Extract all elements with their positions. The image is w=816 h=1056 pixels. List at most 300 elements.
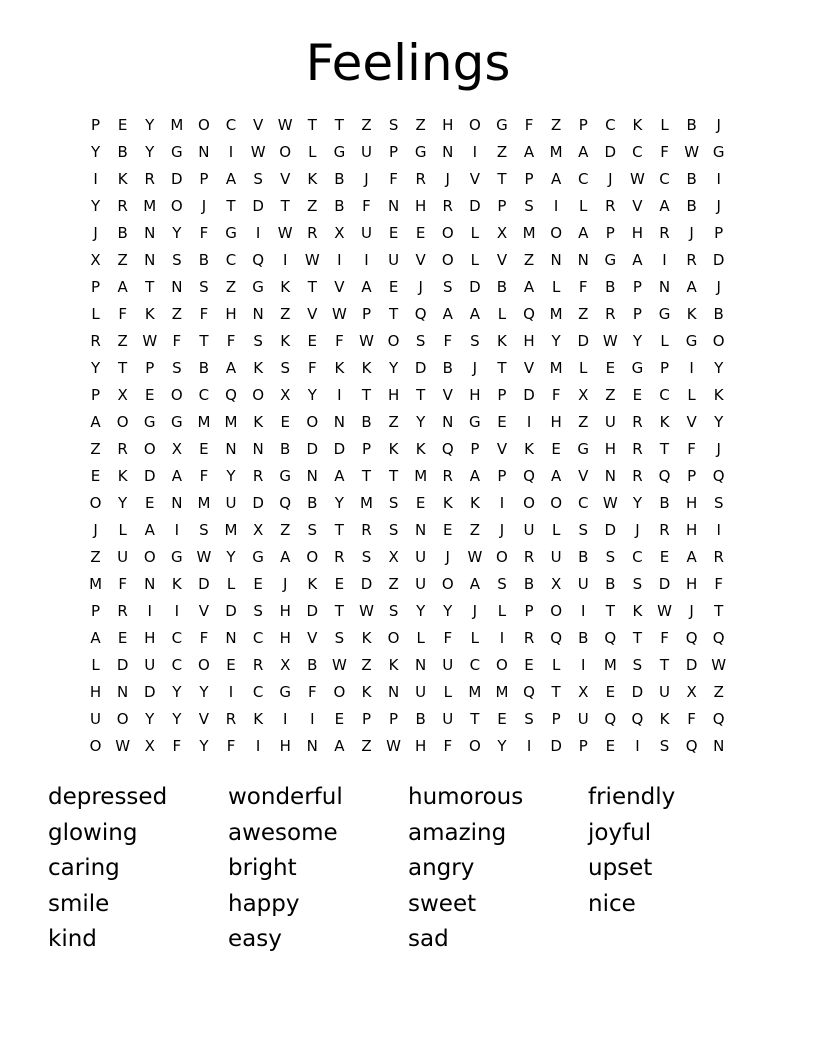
- grid-letter: A: [578, 143, 589, 161]
- grid-letter: K: [171, 575, 182, 593]
- grid-letter: R: [117, 197, 128, 215]
- grid-letter: O: [712, 332, 725, 350]
- grid-letter: R: [361, 521, 372, 539]
- grid-letter: D: [252, 494, 264, 512]
- grid-row: [82, 679, 734, 706]
- grid-letter: S: [361, 548, 372, 566]
- grid-letter: M: [224, 413, 238, 431]
- grid-row: [82, 652, 734, 679]
- grid-letter: D: [306, 440, 319, 458]
- grid-letter: I: [635, 737, 640, 755]
- grid-letter: D: [252, 197, 264, 215]
- grid-letter: O: [116, 710, 129, 728]
- grid-letter: E: [415, 224, 426, 242]
- grid-letter: X: [551, 575, 562, 593]
- grid-letter: N: [415, 521, 427, 539]
- grid-letter: G: [577, 440, 590, 458]
- grid-letter: W: [467, 548, 483, 566]
- grid-letter: Y: [443, 602, 453, 620]
- grid-letter: N: [442, 143, 454, 161]
- grid-letter: E: [443, 521, 453, 539]
- grid-letter: K: [253, 413, 264, 431]
- grid-letter: N: [387, 197, 400, 215]
- grid-letter: S: [632, 656, 643, 674]
- word-item: amazing: [408, 819, 507, 846]
- grid-letter: K: [117, 467, 128, 485]
- grid-row: [82, 112, 734, 139]
- grid-letter: I: [662, 251, 667, 269]
- grid-letter: K: [524, 440, 534, 458]
- grid-letter: C: [225, 116, 237, 134]
- grid-letter: W: [115, 737, 131, 755]
- grid-letter: P: [497, 197, 507, 215]
- grid-letter: K: [117, 170, 128, 188]
- grid-letter: C: [198, 386, 210, 404]
- grid-letter: M: [360, 494, 373, 512]
- grid-letter: J: [689, 602, 694, 620]
- grid-letter: Q: [279, 494, 292, 512]
- grid-letter: A: [469, 467, 480, 485]
- grid-letter: U: [90, 710, 102, 728]
- grid-letter: V: [280, 170, 291, 188]
- grid-letter: D: [306, 602, 319, 620]
- grid-row: [82, 733, 734, 760]
- grid-letter: M: [89, 575, 103, 593]
- grid-letter: H: [550, 413, 562, 431]
- grid-letter: R: [334, 548, 345, 566]
- grid-letter: O: [441, 224, 454, 242]
- grid-letter: N: [442, 413, 454, 431]
- grid-letter: H: [415, 737, 427, 755]
- grid-letter: B: [496, 278, 508, 296]
- grid-letter: R: [117, 440, 128, 458]
- grid-letter: J: [689, 224, 694, 242]
- grid-letter: T: [632, 629, 642, 647]
- grid-letter: T: [659, 656, 670, 674]
- grid-letter: F: [660, 143, 669, 161]
- grid-letter: O: [441, 251, 454, 269]
- grid-letter: B: [523, 575, 535, 593]
- grid-letter: F: [118, 305, 127, 323]
- grid-letter: L: [497, 602, 507, 620]
- grid-letter: Q: [712, 467, 725, 485]
- grid-letter: Z: [280, 305, 291, 323]
- grid-letter: S: [388, 602, 399, 620]
- grid-row: [82, 706, 734, 733]
- grid-letter: D: [550, 737, 562, 755]
- grid-letter: E: [551, 440, 561, 458]
- grid-letter: R: [225, 710, 237, 728]
- grid-letter: P: [687, 467, 697, 485]
- grid-letter: C: [225, 251, 237, 269]
- grid-letter: E: [388, 224, 399, 242]
- grid-letter: S: [172, 359, 182, 377]
- grid-letter: M: [468, 683, 482, 701]
- grid-letter: S: [280, 359, 290, 377]
- grid-letter: E: [334, 710, 345, 728]
- grid-letter: D: [631, 683, 644, 701]
- grid-letter: K: [253, 710, 264, 728]
- grid-letter: Y: [307, 386, 317, 404]
- grid-letter: K: [469, 494, 480, 512]
- grid-row: [82, 571, 734, 598]
- grid-row: [82, 625, 734, 652]
- grid-letter: J: [93, 521, 98, 539]
- grid-letter: S: [388, 494, 399, 512]
- grid-letter: G: [604, 251, 617, 269]
- grid-letter: P: [714, 224, 724, 242]
- grid-letter: I: [282, 710, 288, 728]
- grid-letter: T: [361, 386, 372, 404]
- grid-letter: Q: [685, 737, 698, 755]
- grid-letter: W: [250, 143, 266, 161]
- grid-letter: J: [716, 278, 721, 296]
- grid-letter: N: [658, 278, 671, 296]
- grid-letter: A: [171, 467, 182, 485]
- grid-letter: C: [252, 683, 264, 701]
- grid-letter: F: [687, 440, 696, 458]
- grid-letter: Y: [632, 494, 642, 512]
- grid-letter: N: [225, 440, 237, 458]
- grid-letter: D: [469, 197, 481, 215]
- grid-letter: W: [331, 656, 347, 674]
- grid-letter: L: [497, 305, 507, 323]
- grid-row: [82, 139, 734, 166]
- word-item: bright: [228, 855, 297, 881]
- grid-letter: B: [307, 494, 318, 512]
- grid-letter: V: [198, 602, 210, 620]
- grid-letter: M: [414, 467, 428, 485]
- grid-letter: A: [280, 548, 291, 566]
- grid-letter: J: [608, 170, 613, 188]
- grid-letter: C: [659, 170, 670, 188]
- grid-letter: R: [659, 521, 670, 539]
- grid-letter: N: [306, 737, 318, 755]
- grid-letter: U: [550, 548, 562, 566]
- grid-letter: T: [145, 278, 155, 296]
- grid-letter: N: [604, 467, 616, 485]
- word-item: easy: [228, 926, 282, 952]
- grid-letter: S: [605, 548, 616, 566]
- grid-letter: O: [496, 656, 508, 674]
- grid-letter: Z: [578, 413, 589, 431]
- grid-letter: D: [414, 359, 427, 377]
- grid-letter: E: [144, 386, 155, 404]
- grid-letter: N: [144, 251, 156, 269]
- grid-letter: F: [199, 467, 209, 485]
- grid-letter: N: [171, 278, 183, 296]
- grid-letter: W: [277, 224, 293, 242]
- grid-letter: F: [443, 737, 453, 755]
- grid-letter: P: [551, 710, 561, 728]
- grid-letter: A: [632, 251, 643, 269]
- grid-letter: K: [388, 440, 399, 458]
- grid-letter: E: [605, 359, 616, 377]
- grid-letter: U: [225, 494, 237, 512]
- grid-letter: R: [442, 467, 453, 485]
- grid-letter: T: [199, 332, 209, 350]
- grid-letter: H: [469, 386, 481, 404]
- grid-letter: H: [387, 386, 400, 404]
- grid-letter: R: [117, 602, 128, 620]
- grid-letter: A: [90, 629, 101, 647]
- grid-letter: R: [686, 251, 697, 269]
- grid-letter: B: [659, 494, 670, 512]
- grid-letter: O: [198, 656, 210, 674]
- grid-letter: Z: [90, 440, 101, 458]
- page-title: Feelings: [305, 34, 511, 92]
- grid-letter: F: [172, 332, 182, 350]
- grid-letter: P: [389, 143, 399, 161]
- grid-letter: C: [171, 629, 183, 647]
- grid-letter: K: [361, 683, 372, 701]
- grid-letter: B: [198, 359, 210, 377]
- grid-letter: G: [712, 143, 725, 161]
- grid-letter: Z: [361, 116, 372, 134]
- grid-letter: R: [632, 440, 643, 458]
- grid-letter: E: [388, 278, 399, 296]
- grid-letter: O: [387, 332, 400, 350]
- grid-letter: R: [442, 197, 453, 215]
- grid-letter: O: [279, 143, 292, 161]
- grid-letter: D: [143, 683, 156, 701]
- word-item: smile: [48, 890, 110, 917]
- grid-letter: U: [360, 143, 372, 161]
- grid-letter: U: [523, 521, 535, 539]
- grid-letter: U: [388, 251, 400, 269]
- grid-letter: D: [333, 440, 346, 458]
- grid-letter: J: [201, 197, 207, 215]
- grid-letter: F: [118, 575, 127, 593]
- grid-letter: B: [686, 197, 697, 215]
- grid-letter: V: [307, 305, 318, 323]
- grid-letter: G: [496, 116, 508, 134]
- grid-letter: K: [659, 413, 670, 431]
- grid-letter: F: [524, 116, 534, 134]
- grid-letter: P: [145, 359, 155, 377]
- grid-letter: M: [522, 224, 536, 242]
- grid-letter: M: [603, 656, 617, 674]
- grid-letter: X: [578, 683, 589, 701]
- word-list: [48, 780, 768, 958]
- grid-letter: D: [469, 278, 481, 296]
- grid-letter: U: [442, 656, 454, 674]
- grid-letter: U: [442, 710, 454, 728]
- grid-letter: L: [118, 521, 127, 539]
- grid-letter: G: [333, 143, 346, 161]
- grid-letter: M: [143, 197, 157, 215]
- grid-letter: D: [658, 575, 671, 593]
- word-item: glowing: [48, 819, 138, 846]
- grid-letter: I: [499, 494, 505, 512]
- grid-letter: W: [142, 332, 158, 350]
- grid-letter: R: [632, 413, 643, 431]
- grid-letter: B: [442, 359, 453, 377]
- grid-letter: F: [714, 575, 724, 593]
- grid-letter: L: [660, 332, 669, 350]
- grid-letter: L: [91, 305, 100, 323]
- grid-letter: D: [604, 143, 617, 161]
- grid-letter: I: [228, 143, 234, 161]
- grid-letter: S: [253, 332, 263, 350]
- grid-letter: Y: [497, 737, 507, 755]
- grid-letter: J: [635, 521, 640, 539]
- word-item: depressed: [48, 784, 168, 810]
- grid-letter: O: [170, 197, 183, 215]
- grid-letter: E: [280, 413, 290, 431]
- grid-letter: T: [334, 521, 344, 539]
- grid-row: [82, 544, 734, 571]
- grid-row: [82, 355, 734, 382]
- grid-letter: Q: [712, 710, 725, 728]
- grid-letter: H: [415, 197, 427, 215]
- grid-letter: E: [659, 548, 670, 566]
- grid-letter: N: [144, 575, 156, 593]
- grid-letter: L: [470, 251, 480, 269]
- grid-letter: F: [307, 683, 317, 701]
- grid-letter: E: [90, 467, 101, 485]
- grid-letter: Y: [714, 413, 724, 431]
- grid-letter: K: [361, 629, 372, 647]
- grid-letter: A: [523, 143, 535, 161]
- grid-letter: E: [226, 656, 236, 674]
- grid-letter: R: [252, 656, 264, 674]
- grid-letter: O: [441, 575, 454, 593]
- grid-letter: R: [605, 197, 616, 215]
- grid-letter: I: [174, 602, 180, 620]
- grid-letter: E: [605, 737, 616, 755]
- grid-letter: K: [280, 332, 291, 350]
- grid-letter: Z: [388, 413, 399, 431]
- grid-letter: J: [716, 197, 721, 215]
- grid-letter: F: [443, 629, 453, 647]
- grid-letter: F: [551, 386, 561, 404]
- grid-letter: A: [686, 278, 697, 296]
- grid-row: [82, 382, 734, 409]
- grid-letter: K: [280, 278, 291, 296]
- grid-letter: O: [89, 737, 102, 755]
- grid-letter: W: [684, 143, 700, 161]
- grid-letter: G: [252, 278, 264, 296]
- grid-letter: J: [472, 602, 478, 620]
- grid-letter: M: [224, 521, 238, 539]
- grid-letter: S: [199, 521, 209, 539]
- grid-letter: Z: [171, 305, 182, 323]
- grid-letter: L: [579, 359, 588, 377]
- grid-letter: Y: [632, 332, 642, 350]
- grid-row: [82, 409, 734, 436]
- grid-letter: Z: [523, 251, 535, 269]
- grid-letter: T: [605, 602, 615, 620]
- grid-letter: O: [143, 440, 156, 458]
- grid-letter: N: [198, 143, 210, 161]
- grid-letter: O: [198, 116, 210, 134]
- grid-letter: S: [388, 521, 399, 539]
- grid-letter: K: [632, 116, 643, 134]
- grid-letter: T: [226, 197, 236, 215]
- grid-letter: X: [252, 521, 264, 539]
- grid-letter: N: [387, 683, 400, 701]
- grid-letter: G: [685, 332, 698, 350]
- grid-letter: I: [716, 170, 721, 188]
- grid-letter: I: [499, 629, 505, 647]
- grid-letter: F: [226, 737, 236, 755]
- grid-letter: Z: [307, 197, 318, 215]
- grid-letter: Q: [604, 629, 617, 647]
- grid-letter: F: [443, 332, 453, 350]
- grid-letter: T: [334, 602, 344, 620]
- grid-letter: K: [497, 332, 507, 350]
- grid-letter: I: [255, 224, 261, 242]
- grid-letter: S: [388, 116, 399, 134]
- grid-letter: B: [686, 116, 697, 134]
- grid-letter: R: [144, 170, 155, 188]
- grid-letter: E: [253, 575, 263, 593]
- grid-letter: D: [198, 575, 210, 593]
- grid-letter: M: [549, 359, 563, 377]
- grid-letter: H: [89, 683, 102, 701]
- grid-letter: Z: [415, 116, 426, 134]
- grid-letter: G: [225, 224, 237, 242]
- grid-letter: B: [198, 251, 210, 269]
- grid-letter: A: [659, 197, 670, 215]
- grid-letter: P: [91, 602, 101, 620]
- grid-letter: V: [578, 467, 589, 485]
- grid-letter: O: [550, 602, 563, 620]
- grid-letter: D: [143, 467, 156, 485]
- grid-row: [82, 274, 734, 301]
- grid-letter: Z: [361, 737, 372, 755]
- word-item: kind: [48, 926, 97, 952]
- grid-letter: T: [388, 467, 399, 485]
- word-item: wonderful: [228, 784, 343, 810]
- grid-letter: Y: [90, 197, 101, 215]
- grid-letter: Z: [551, 116, 562, 134]
- grid-letter: B: [117, 143, 128, 161]
- grid-letter: Q: [712, 629, 725, 647]
- word-item: nice: [588, 890, 636, 917]
- grid-letter: V: [496, 440, 508, 458]
- grid-letter: Y: [199, 683, 209, 701]
- grid-letter: C: [659, 386, 670, 404]
- grid-letter: U: [415, 683, 427, 701]
- grid-letter: U: [659, 683, 670, 701]
- grid-letter: G: [252, 548, 264, 566]
- grid-letter: P: [361, 710, 371, 728]
- grid-letter: K: [307, 575, 318, 593]
- grid-letter: L: [687, 386, 696, 404]
- grid-letter: Q: [441, 440, 454, 458]
- grid-letter: G: [171, 548, 183, 566]
- grid-letter: B: [361, 413, 372, 431]
- grid-letter: L: [308, 143, 317, 161]
- grid-letter: T: [334, 116, 344, 134]
- grid-letter: P: [524, 602, 534, 620]
- grid-letter: O: [550, 224, 563, 242]
- grid-letter: R: [632, 467, 643, 485]
- grid-letter: G: [658, 305, 671, 323]
- grid-letter: A: [469, 305, 480, 323]
- grid-letter: K: [361, 359, 372, 377]
- grid-letter: A: [442, 305, 453, 323]
- grid-letter: S: [497, 575, 507, 593]
- grid-letter: S: [307, 521, 318, 539]
- grid-letter: Y: [145, 116, 155, 134]
- grid-letter: K: [307, 170, 318, 188]
- grid-letter: J: [418, 278, 423, 296]
- grid-letter: F: [362, 197, 371, 215]
- grid-letter: I: [337, 251, 342, 269]
